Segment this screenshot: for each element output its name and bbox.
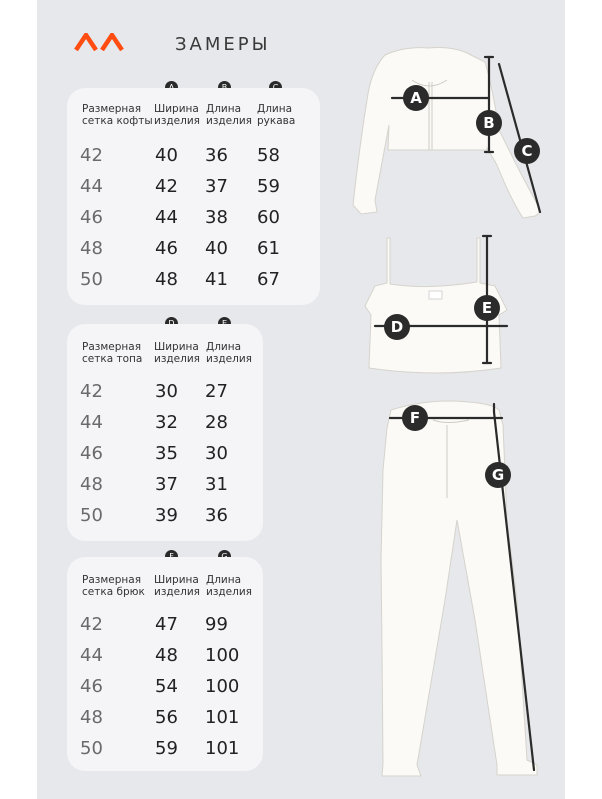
marker-d: D xyxy=(384,314,410,340)
cell-length: 31 xyxy=(205,474,228,495)
cell-width: 44 xyxy=(155,207,178,228)
cell-length: 100 xyxy=(205,676,240,697)
cell-size: 42 xyxy=(80,614,103,635)
cell-length: 101 xyxy=(205,738,240,759)
cell-width: 35 xyxy=(155,443,178,464)
cell-width: 42 xyxy=(155,176,178,197)
col-header-size: Размерная сетка кофты xyxy=(82,103,153,127)
cell-width: 47 xyxy=(155,614,178,635)
cell-size: 42 xyxy=(80,145,103,166)
cell-length: 36 xyxy=(205,145,228,166)
cell-length: 99 xyxy=(205,614,228,635)
marker-b: B xyxy=(476,110,502,136)
cell-length: 100 xyxy=(205,645,240,666)
cell-length: 41 xyxy=(205,269,228,290)
cell-sleeve: 58 xyxy=(257,145,280,166)
cell-length: 36 xyxy=(205,505,228,526)
cell-width: 46 xyxy=(155,238,178,259)
col-header-size: Размерная сетка топа xyxy=(82,341,143,365)
col-header-size: Размерная сетка брюк xyxy=(82,574,145,598)
cell-size: 48 xyxy=(80,707,103,728)
cell-sleeve: 61 xyxy=(257,238,280,259)
cell-size: 46 xyxy=(80,443,103,464)
cell-width: 56 xyxy=(155,707,178,728)
cell-length: 40 xyxy=(205,238,228,259)
marker-a: A xyxy=(403,85,429,111)
col-header-sleeve: Длина рукава xyxy=(257,103,296,127)
cell-size: 50 xyxy=(80,269,103,290)
cell-size: 46 xyxy=(80,676,103,697)
cell-sleeve: 67 xyxy=(257,269,280,290)
cell-width: 48 xyxy=(155,269,178,290)
cell-width: 39 xyxy=(155,505,178,526)
cell-width: 40 xyxy=(155,145,178,166)
cell-size: 46 xyxy=(80,207,103,228)
cell-sleeve: 60 xyxy=(257,207,280,228)
cell-width: 37 xyxy=(155,474,178,495)
cell-size: 44 xyxy=(80,645,103,666)
cell-length: 101 xyxy=(205,707,240,728)
cell-size: 44 xyxy=(80,176,103,197)
col-header-length: Длина изделия xyxy=(206,103,252,127)
marker-g: G xyxy=(485,462,511,488)
cell-width: 59 xyxy=(155,738,178,759)
marker-e: E xyxy=(474,295,500,321)
cell-size: 44 xyxy=(80,412,103,433)
cell-size: 48 xyxy=(80,474,103,495)
page-title: ЗАМЕРЫ xyxy=(175,34,271,55)
cell-sleeve: 59 xyxy=(257,176,280,197)
marker-f: F xyxy=(402,405,428,431)
col-header-length: Длина изделия xyxy=(206,341,252,365)
cell-length: 28 xyxy=(205,412,228,433)
cell-length: 30 xyxy=(205,443,228,464)
cell-width: 48 xyxy=(155,645,178,666)
cell-width: 32 xyxy=(155,412,178,433)
cell-size: 48 xyxy=(80,238,103,259)
cell-width: 54 xyxy=(155,676,178,697)
cell-width: 30 xyxy=(155,381,178,402)
marker-c: C xyxy=(514,138,540,164)
cell-length: 37 xyxy=(205,176,228,197)
cardigan-illustration xyxy=(353,48,540,219)
col-header-width: Ширина изделия xyxy=(154,574,200,598)
cell-size: 50 xyxy=(80,505,103,526)
cell-length: 38 xyxy=(205,207,228,228)
col-header-length: Длина изделия xyxy=(206,574,252,598)
cell-size: 42 xyxy=(80,381,103,402)
col-header-width: Ширина изделия xyxy=(154,103,200,127)
cell-size: 50 xyxy=(80,738,103,759)
col-header-width: Ширина изделия xyxy=(154,341,200,365)
cell-length: 27 xyxy=(205,381,228,402)
size-chart-page xyxy=(37,0,565,799)
